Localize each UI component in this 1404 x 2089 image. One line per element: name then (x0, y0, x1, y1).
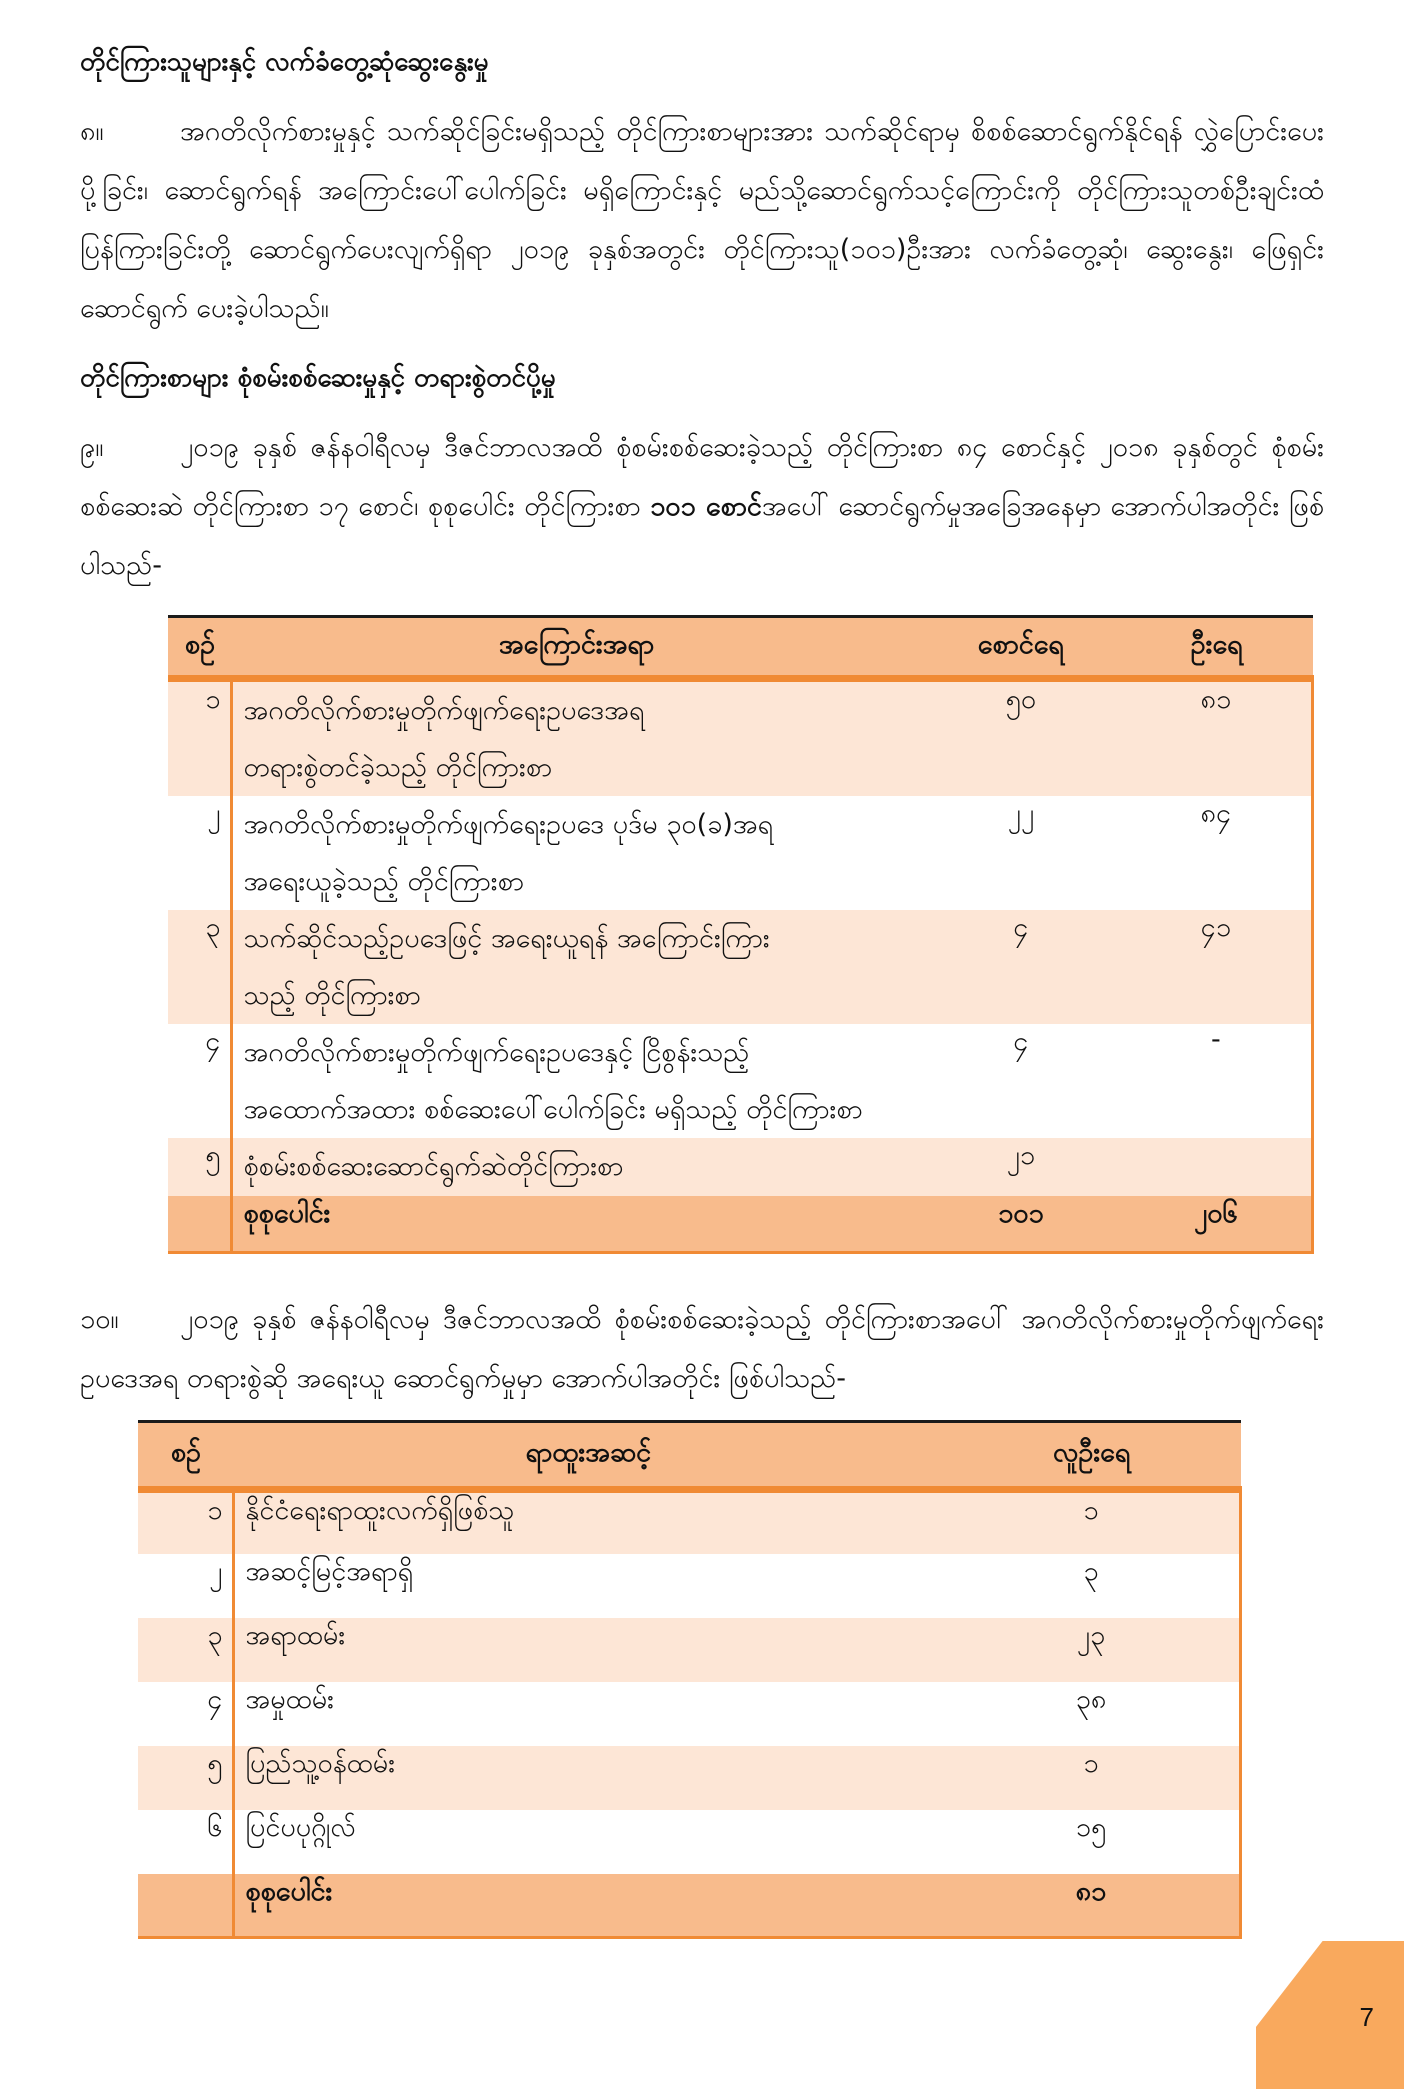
page-number: 7 (1359, 2002, 1374, 2032)
paragraph-number: ၁၀။ (80, 1304, 119, 1335)
row-count: ၂၁ (921, 1138, 1121, 1196)
column-header: အကြောင်းအရာ (232, 617, 921, 679)
row-persons (1121, 1138, 1313, 1196)
section-heading-complainants: တိုင်ကြားသူများနှင့် လက်ခံတွေ့ဆုံဆွေးနွေးမှု (80, 47, 489, 77)
column-header: စဉ် (138, 1422, 234, 1490)
paragraph-text: အဂတိလိုက်စားမှုနှင့် သက်ဆိုင်ခြင်းမရှိသည့် တိုင်ကြားစာများအား သက်ဆိုင်ရာမှ စိစစ်ဆောင်ရွက်နိုင်ရန် လွှဲပြောင်းပေးပို့ခြင်း၊ ဆောင်ရွက်ရန် အကြောင်းပေါ်ပေါက်ခြင်း မရှိကြောင်းနှင့် မည်သို့ဆောင်ရွက်သင့်ကြောင်းကို တိုင်ကြားသူတစ်ဦးချင်းထံ ပြန်ကြားခြင်းတို့ ဆောင်ရွက်ပေးလျက်ရှိရာ ၂၀၁၉ ခုနှစ်အတွင်း တိုင်ကြားသူ(၁၀၁)ဦးအား လက်ခံတွေ့ဆုံ၊ ဆွေးနွေး၊ ဖြေရှင်းဆောင်ရွက် ပေးခဲ့ပါသည်။ (80, 116, 1324, 324)
row-persons: ၁ (943, 1746, 1241, 1810)
column-header: လူဦးရေ (943, 1422, 1241, 1490)
table-row (138, 1810, 1241, 1874)
row-rank: ပြည်သူ့ဝန်ထမ်း (234, 1746, 943, 1810)
row-number: ၂ (168, 796, 232, 910)
row-rank: အမှုထမ်း (234, 1682, 943, 1746)
section-heading-investigation: တိုင်ကြားစာများ စုံစမ်းစစ်ဆေးမှုနှင့် တရားစွဲတင်ပို့မှု (80, 363, 556, 393)
row-description: အဂတိလိုက်စားမှုတိုက်ဖျက်ရေးဥပဒေ ပုဒ်မ ၃၀(ခ)အရ အရေးယူခဲ့သည့် တိုင်ကြားစာ (232, 796, 921, 910)
row-number: ၆ (138, 1810, 234, 1874)
paragraph-number: ၉။ (80, 432, 104, 463)
table-total-row (168, 1196, 1313, 1252)
total-persons: ၈၁ (943, 1874, 1241, 1938)
row-count: ၂၂ (921, 796, 1121, 910)
row-rank: အဆင့်မြင့်အရာရှိ (234, 1554, 943, 1618)
table-row (138, 1618, 1241, 1682)
row-persons: ၁ (943, 1490, 1241, 1554)
row-number: ၃ (168, 910, 232, 1024)
row-persons: - (1121, 1024, 1313, 1138)
column-header: စောင်ရေ (921, 617, 1121, 679)
row-rank: အရာထမ်း (234, 1618, 943, 1682)
table-total-row (138, 1874, 1241, 1938)
row-number: ၁ (138, 1490, 234, 1554)
table-row (138, 1682, 1241, 1746)
table-row (168, 796, 1313, 910)
row-description: စုံစမ်းစစ်ဆေးဆောင်ရွက်ဆဲတိုင်ကြားစာ (232, 1138, 921, 1196)
table-row (138, 1746, 1241, 1810)
total-persons: ၂၀၆ (1121, 1196, 1313, 1252)
row-number: ၂ (138, 1554, 234, 1618)
row-number: ၁ (168, 679, 232, 797)
row-persons: ၃ (943, 1554, 1241, 1618)
row-number: ၄ (138, 1682, 234, 1746)
row-rank: ပြင်ပပုဂ္ဂိုလ် (234, 1810, 943, 1874)
complaints-table (168, 615, 1314, 1254)
page-corner-decoration (1256, 1941, 1404, 2089)
column-header: ဦးရေ (1121, 617, 1313, 679)
table-row (138, 1554, 1241, 1618)
row-number: ၅ (168, 1138, 232, 1196)
row-number: ၃ (138, 1618, 234, 1682)
table-row (138, 1490, 1241, 1554)
column-header: စဉ် (168, 617, 232, 679)
row-persons: ၂၃ (943, 1618, 1241, 1682)
paragraph-number: ၈။ (80, 116, 104, 147)
row-count: ၄ (921, 1024, 1121, 1138)
paragraph-bold-text: ၁၀၁ စောင် (650, 491, 762, 522)
total-label: စုစုပေါင်း (232, 1196, 921, 1252)
row-persons: ၈၁ (1121, 679, 1313, 797)
total-label: စုစုပေါင်း (234, 1874, 943, 1938)
column-header: ရာထူးအဆင့် (234, 1422, 943, 1490)
table-row (168, 910, 1313, 1024)
row-rank: နိုင်ငံရေးရာထူးလက်ရှိဖြစ်သူ (234, 1490, 943, 1554)
paragraph-text: ၂၀၁၉ ခုနှစ် ဇန်နဝါရီလမှ ဒီဇင်ဘာလအထိ စုံစမ်းစစ်ဆေးခဲ့သည့် တိုင်ကြားစာ ၈၄ စောင်နှင့် ၂၀၁၈ ခုနှစ်တွင် စုံစမ်းစစ်ဆေးဆဲ တိုင်ကြားစာ ၁၇ စောင်၊ စုစုပေါင်း တိုင်ကြားစာ (80, 432, 1324, 522)
row-count: ၅၀ (921, 679, 1121, 797)
paragraph-10 (80, 1290, 1324, 1408)
paragraph-text: အပေါ် ဆောင်ရွက်မှုအခြေအနေမှာ အောက်ပါအတိုင်း ဖြစ်ပါသည်- (80, 491, 1325, 581)
table-row (168, 1024, 1313, 1138)
row-persons: ၃၈ (943, 1682, 1241, 1746)
row-persons: ၁၅ (943, 1810, 1241, 1874)
row-number: ၅ (138, 1746, 234, 1810)
row-persons: ၄၁ (1121, 910, 1313, 1024)
row-count: ၄ (921, 910, 1121, 1024)
row-description: အဂတိလိုက်စားမှုတိုက်ဖျက်ရေးဥပဒေအရ တရားစွဲတင်ခဲ့သည့် တိုင်ကြားစာ (232, 679, 921, 797)
paragraph-9 (80, 418, 1324, 595)
row-number: ၄ (168, 1024, 232, 1138)
total-count: ၁၀၁ (921, 1196, 1121, 1252)
paragraph-8 (80, 102, 1324, 338)
row-description: အဂတိလိုက်စားမှုတိုက်ဖျက်ရေးဥပဒေနှင့် ငြိစွန်းသည့် အထောက်အထား စစ်ဆေးပေါ်ပေါက်ခြင်း မရှိသည့် တိုင်ကြားစာ (232, 1024, 921, 1138)
row-persons: ၈၄ (1121, 796, 1313, 910)
table-row (168, 679, 1313, 797)
row-description: သက်ဆိုင်သည့်ဥပဒေဖြင့် အရေးယူရန် အကြောင်းကြား သည့် တိုင်ကြားစာ (232, 910, 921, 1024)
prosecution-rank-table (138, 1420, 1242, 1939)
table-row (168, 1138, 1313, 1196)
paragraph-text: ၂၀၁၉ ခုနှစ် ဇန်နဝါရီလမှ ဒီဇင်ဘာလအထိ စုံစမ်းစစ်ဆေးခဲ့သည့် တိုင်ကြားစာအပေါ် အဂတိလိုက်စားမှုတိုက်ဖျက်ရေးဥပဒေအရ တရားစွဲဆို အရေးယူ ဆောင်ရွက်မှုမှာ အောက်ပါအတိုင်း ဖြစ်ပါသည်- (80, 1304, 1324, 1394)
